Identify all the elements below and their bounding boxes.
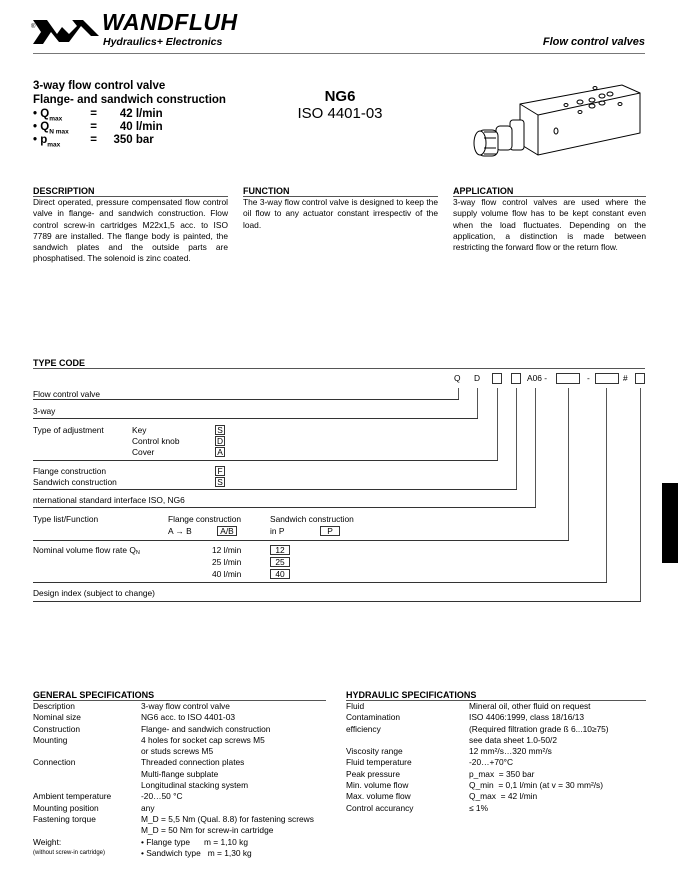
flange-construction-label: Flange construction (168, 514, 242, 524)
flow-option-40: 40 l/min (212, 569, 242, 579)
spec-row: efficiency (Required filtration grade ß 6...10≥75) (346, 723, 609, 734)
row-divider (33, 489, 517, 490)
spec-row: Control accurancy ≤ 1% (346, 802, 489, 813)
spec-bullet: • $Q_{max}$ = 42 l/min (33, 108, 163, 123)
row-divider (33, 540, 569, 541)
spec-row: see data sheet 1.0-50/2 (469, 734, 558, 745)
spec-row: Viscosity range 12 mm²/s…320 mm²/s (346, 746, 552, 757)
sandwich-direction: in P (270, 526, 285, 536)
code-a: A (215, 447, 225, 457)
brand-name: WANDFLUH (102, 9, 238, 35)
spec-row: Mounting position any (33, 802, 155, 813)
code-f: F (215, 466, 225, 476)
brand-tagline: Hydraulics+ Electronics (103, 36, 223, 48)
connector-line (606, 388, 607, 582)
spec-row: Connection Threaded connection plates (33, 757, 245, 768)
application-heading: APPLICATION (453, 186, 646, 197)
code-box-function (556, 373, 580, 384)
type-code-heading: TYPE CODE (33, 358, 645, 369)
spec-row: or studs screws M5 (141, 746, 214, 757)
option-key: Key (132, 425, 147, 435)
connector-line (497, 388, 498, 460)
spec-row: Nominal size NG6 acc. to ISO 4401-03 (33, 712, 236, 723)
code-d: D (216, 436, 224, 446)
row-flow-control-valve: Flow control valve (33, 389, 101, 399)
spec-bullet: • $Q_{N max}$ = 40 l/min (33, 121, 163, 136)
spec-row: Weight: • Flange type m = 1,10 kg (33, 836, 248, 847)
code-25: 25 (270, 557, 290, 567)
code-box-flow (595, 373, 619, 384)
row-divider (33, 601, 641, 602)
title-line-2: Flange- and sandwich construction (33, 94, 226, 106)
registered-mark: ® (31, 24, 36, 30)
spec-bullet: • $p_{max}$ = 350 bar (33, 134, 154, 149)
hydraulic-specs-heading: HYDRAULIC SPECIFICATIONS (346, 690, 646, 701)
connector-line (458, 388, 459, 399)
spec-row: Longitudinal stacking system (141, 780, 249, 791)
general-specifications (33, 690, 326, 859)
option-cover: Cover (132, 447, 155, 457)
spec-row: Contamination ISO 4406:1999, class 18/16/13 (346, 712, 585, 723)
application-text: 3-way flow control valves are used where the supply volume flow has to be kept constant even when the load fluctuates. Depending on the application, a distinction is made between restricting the forward flow or the return flow. (453, 197, 646, 253)
flow-option-25: 25 l/min (212, 557, 242, 567)
spec-row: Description 3-way flow control valve (33, 701, 230, 711)
description-text: Direct operated, pressure compensated flow control valve in flange- and sandwich construction. Flow control screw-in cartridges M22x1,5 acc. to ISO 7789 are installed. The flange body is painted, the sandwich plates and the outside parts are phosphatised. The solenoid is zinc coated. (33, 197, 228, 264)
code-s: S (215, 425, 225, 435)
spec-row: Max. volume flow Q_max = 42 l/min (346, 791, 538, 802)
wandfluh-logo-icon (33, 12, 99, 52)
code-d: D (474, 373, 481, 383)
valve-illustration-icon (470, 82, 650, 172)
code-a06: A06 - (527, 373, 548, 383)
code-12: 12 (270, 545, 290, 555)
spec-row: Multi-flange subplate (141, 768, 219, 779)
spec-row: Min. volume flow Q_min = 0,1 l/min (at v = 30 mm²/s) (346, 780, 604, 791)
code-s: S (215, 477, 225, 487)
general-specs-heading: GENERAL SPECIFICATIONS (33, 690, 326, 701)
spec-row: Fluid Mineral oil, other fluid on request (346, 701, 591, 711)
option-sandwich: Sandwich construction (33, 477, 117, 487)
hydraulic-specifications (346, 690, 646, 814)
adjustment-label: Type of adjustment (33, 425, 104, 435)
code-ab: A/B (217, 526, 237, 536)
code-box-construction (511, 373, 521, 384)
option-flange: Flange construction (33, 466, 107, 476)
spec-row: (without screw-in cartridge) • Sandwich type m = 1,30 kg (33, 847, 252, 858)
spec-row: Fastening torque M_D = 5,5 Nm (Qual. 8.8) for fastening screws (33, 813, 314, 824)
spec-row: M_D = 50 Nm for screw-in cartridge (141, 825, 274, 836)
header-divider (33, 53, 645, 54)
code-dash: - (587, 373, 590, 383)
row-divider (33, 418, 478, 419)
connector-line (516, 388, 517, 489)
product-category: Flow control valves (542, 36, 645, 48)
description-section (33, 186, 228, 265)
code-box-adjustment (492, 373, 502, 384)
iso-standard: ISO 4401-03 (297, 105, 383, 122)
nominal-size: NG6 (324, 88, 356, 105)
design-index-label: Design index (subject to change) (33, 588, 155, 598)
code-box-design (635, 373, 645, 384)
row-divider (33, 460, 498, 461)
key-specs-list (33, 108, 163, 147)
code-hash: # (623, 373, 628, 383)
connector-line (535, 388, 536, 507)
nominal-flow-label: Nominal volume flow rate QN (33, 545, 140, 556)
function-heading: FUNCTION (243, 186, 438, 197)
spec-row: Construction Flange- and sandwich construction (33, 723, 271, 734)
spec-row: Mounting 4 holes for socket cap screws M5 (33, 734, 265, 745)
type-list-label: Type list/Function (33, 514, 99, 524)
row-divider (33, 507, 536, 508)
connector-line (568, 388, 569, 540)
row-interface: nternational standard interface ISO, NG6 (33, 495, 185, 505)
code-p: P (320, 526, 340, 536)
description-heading: DESCRIPTION (33, 186, 228, 197)
row-divider (33, 582, 607, 583)
flow-option-12: 12 l/min (212, 545, 242, 555)
product-title (33, 79, 226, 107)
function-section (243, 186, 438, 231)
spec-row: Ambient temperature -20…50 °C (33, 791, 183, 802)
code-q: Q (454, 373, 461, 383)
title-line-1: 3-way flow control valve (33, 80, 166, 92)
application-section (453, 186, 646, 253)
connector-line (640, 388, 641, 601)
sandwich-construction-label: Sandwich construction (270, 514, 354, 524)
connector-line (477, 388, 478, 419)
chapter-tab-marker (662, 483, 678, 563)
function-text: The 3-way flow control valve is designed to keep the oil flow to any actuator constant irrespectiv of the load. (243, 197, 438, 230)
spec-row: Fluid temperature -20…+70°C (346, 757, 514, 768)
spec-row: Peak pressure p_max = 350 bar (346, 768, 535, 779)
option-control-knob: Control knob (132, 436, 180, 446)
row-3-way: 3-way (33, 406, 56, 416)
code-40: 40 (270, 569, 290, 579)
row-divider (33, 399, 459, 400)
flange-direction: A → B (168, 526, 192, 536)
